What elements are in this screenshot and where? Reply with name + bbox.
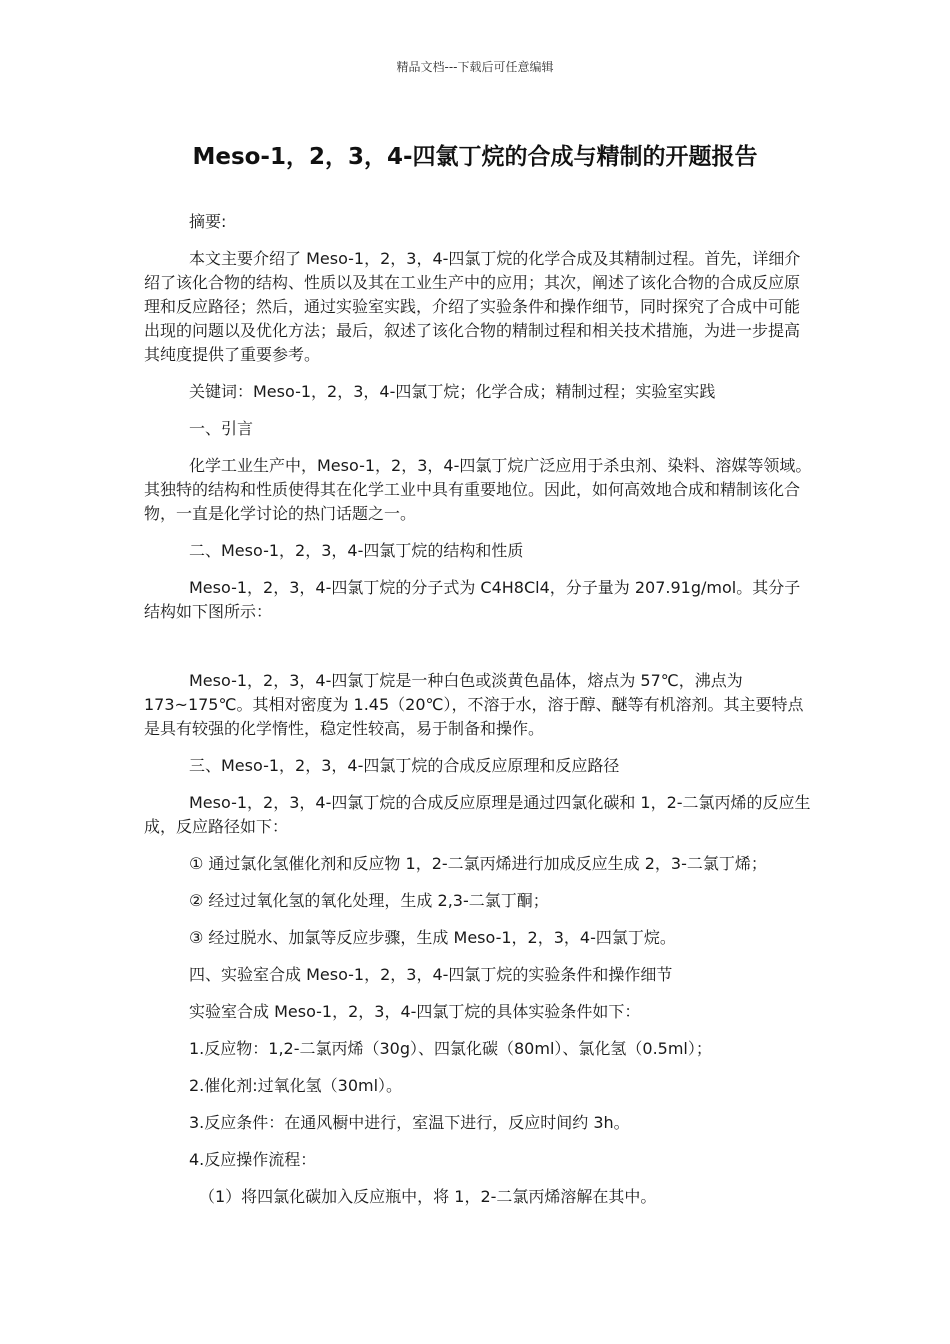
experiment-item: 2.催化剂:过氧化氢（30ml）。 bbox=[189, 1076, 403, 1095]
section-heading-structure: 二、Meso-1，2，3，4-四氯丁烷的结构和性质 bbox=[189, 541, 524, 560]
experiment-item: 1.反应物：1,2-二氯丙烯（30g）、四氯化碳（80ml）、氯化氢（0.5ml）； bbox=[189, 1039, 712, 1058]
section-heading-experiment: 四、实验室合成 Meso-1，2，3，4-四氯丁烷的实验条件和操作细节 bbox=[189, 965, 673, 984]
keywords: 关键词：Meso-1，2，3，4-四氯丁烷；化学合成；精制过程；实验室实践 bbox=[189, 382, 716, 401]
header-note: 精品文档---下载后可任意编辑 bbox=[396, 60, 554, 74]
section-text-properties: Meso-1，2，3，4-四氯丁烷是一种白色或淡黄色晶体，熔点为 57℃，沸点为173~175℃。其相对密度为 1.45（20℃），不溶于水，溶于醇、醚等有机溶剂。其主要特点是具有较强的化学惰性，稳定性较高，易于制备和操作。 bbox=[144, 671, 804, 738]
structure-figure-placeholder bbox=[144, 637, 812, 669]
synthesis-step: ① 通过氯化氢催化剂和反应物 1，2-二氯丙烯进行加成反应生成 2，3-二氯丁烯； bbox=[189, 854, 767, 873]
synthesis-step: ② 经过过氧化氢的氧化处理，生成 2,3-二氯丁酮； bbox=[189, 891, 549, 910]
document-title: Meso-1，2，3，4-四氯丁烷的合成与精制的开题报告 bbox=[192, 144, 758, 170]
abstract-text: 本文主要介绍了 Meso-1，2，3，4-四氯丁烷的化学合成及其精制过程。首先，详细介绍了该化合物的结构、性质以及其在工业生产中的应用；其次，阐述了该化合物的合成反应原理和反应路径；然后，通过实验室实践，介绍了实验条件和操作细节，同时探究了合成中可能出现的问题以及优化方法；最后，叙述了该化合物的精制过程和相关技术措施，为进一步提高其纯度提供了重要参考。 bbox=[144, 249, 801, 364]
section-heading-intro: 一、引言 bbox=[189, 419, 254, 438]
document-body bbox=[144, 210, 812, 1222]
experiment-item: 4.反应操作流程： bbox=[189, 1150, 317, 1169]
abstract-label: 摘要: bbox=[189, 212, 227, 231]
experiment-substep: （1）将四氯化碳加入反应瓶中，将 1，2-二氯丙烯溶解在其中。 bbox=[199, 1187, 657, 1206]
synthesis-step: ③ 经过脱水、加氯等反应步骤，生成 Meso-1，2，3，4-四氯丁烷。 bbox=[189, 928, 676, 947]
section-heading-synthesis: 三、Meso-1，2，3，4-四氯丁烷的合成反应原理和反应路径 bbox=[189, 756, 620, 775]
experiment-item: 3.反应条件：在通风橱中进行，室温下进行，反应时间约 3h。 bbox=[189, 1113, 630, 1132]
experiment-intro: 实验室合成 Meso-1，2，3，4-四氯丁烷的具体实验条件如下： bbox=[189, 1002, 641, 1021]
section-text-intro: 化学工业生产中，Meso-1，2，3，4-四氯丁烷广泛应用于杀虫剂、染料、溶媒等领域。其独特的结构和性质使得其在化学工业中具有重要地位。因此，如何高效地合成和精制该化合物，一直是化学讨论的热门话题之一。 bbox=[144, 456, 812, 523]
section-text-synthesis: Meso-1，2，3，4-四氯丁烷的合成反应原理是通过四氯化碳和 1，2-二氯丙烯的反应生成，反应路径如下： bbox=[144, 793, 811, 836]
section-text-formula: Meso-1，2，3，4-四氯丁烷的分子式为 C4H8Cl4，分子量为 207.91g/mol。其分子结构如下图所示： bbox=[144, 578, 801, 621]
